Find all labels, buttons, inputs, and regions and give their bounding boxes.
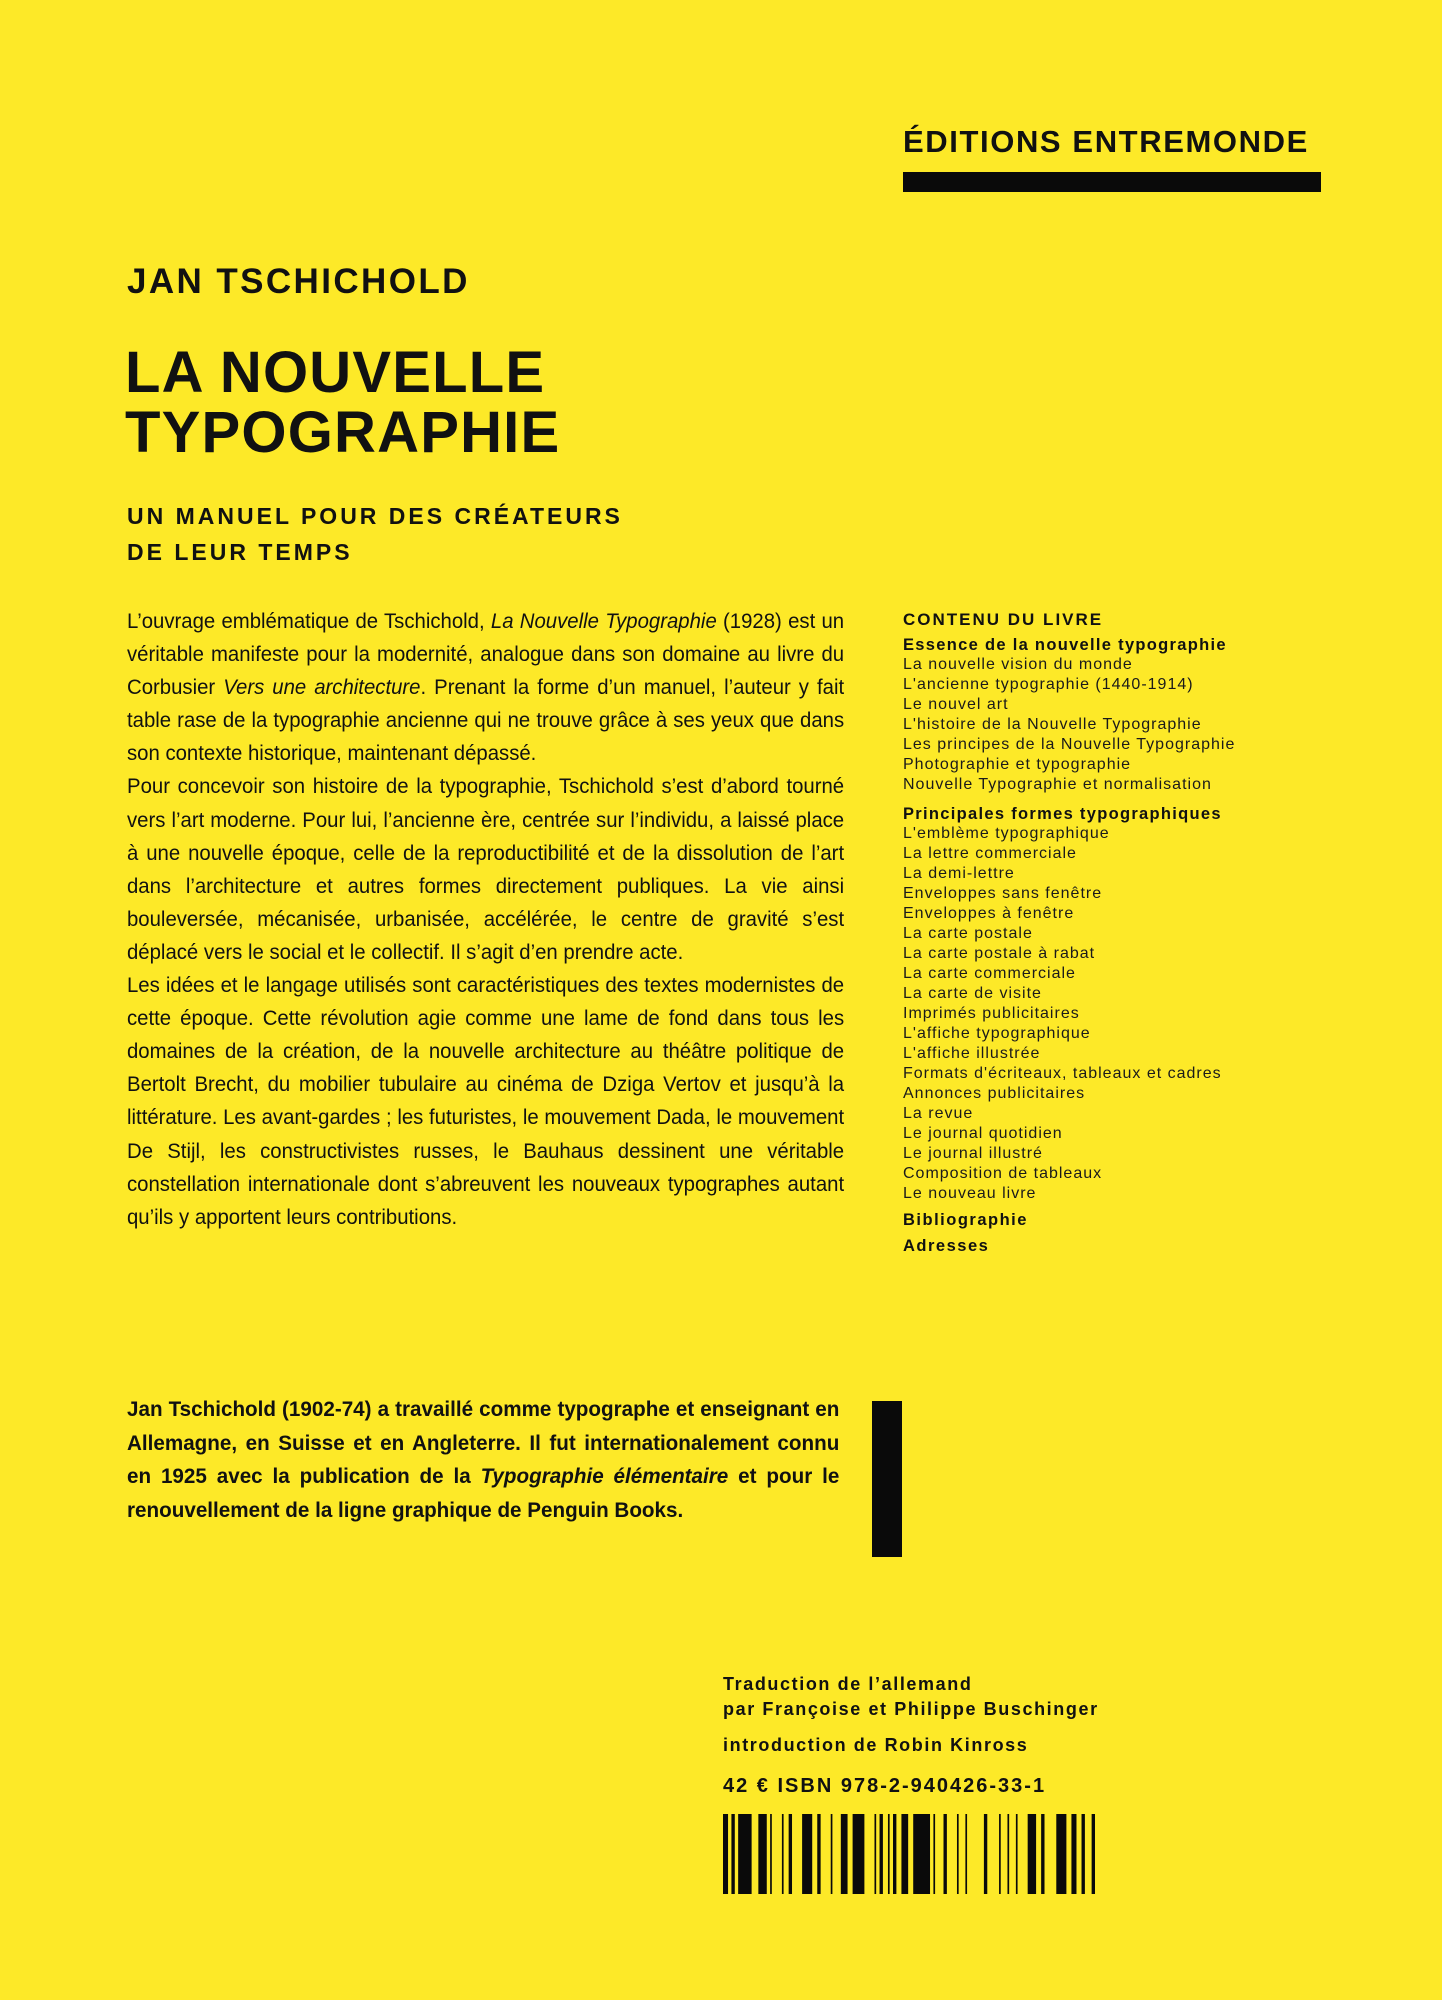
italic-title: Vers une architecture (223, 676, 421, 700)
contents-item: L'affiche typographique (903, 1025, 1091, 1042)
barcode-bar (874, 1814, 876, 1894)
barcode-bar (1056, 1814, 1066, 1894)
book-title (125, 340, 561, 465)
text-run: L’ouvrage emblématique de Tschichold, (127, 610, 491, 633)
barcode-bar (1041, 1814, 1044, 1894)
contents-heading: CONTENU DU LIVRE (903, 610, 1104, 629)
contents-item: La carte postale à rabat (903, 945, 1096, 962)
contents-section-title: Essence de la nouvelle typographie (903, 636, 1227, 654)
contents-item: L'ancienne typographie (1440-1914) (903, 676, 1194, 693)
text-run: et pour le renouvellement de la ligne graphique de Penguin Books. (127, 1464, 840, 1522)
contents-extra-item: Adresses (903, 1237, 990, 1255)
barcode-bar (831, 1814, 833, 1894)
contents-item: Enveloppes sans fenêtre (903, 885, 1103, 902)
author-name: JAN TSCHICHOLD (127, 262, 470, 301)
barcode-bar (888, 1814, 890, 1894)
contents-item: Les principes de la Nouvelle Typographie (903, 736, 1236, 753)
book-title-line: TYPOGRAPHIE (125, 400, 561, 465)
text-run: . Prenant la forme d’un manuel, l’auteur y fait table rase de la typographie ancienne qui ne trouve grâce à ses yeux que dans son contexte historique, maintenant dépassé. (127, 676, 845, 766)
contents-item: La lettre commerciale (903, 845, 1077, 862)
barcode-bar (1082, 1814, 1085, 1894)
introduction-credit: introduction de Robin Kinross (723, 1735, 1029, 1755)
barcode-bar (1007, 1814, 1009, 1894)
barcode-bar (738, 1814, 751, 1894)
contents-item: Photographie et typographie (903, 756, 1132, 773)
subtitle-line: DE LEUR TEMPS (127, 539, 353, 565)
description-paragraph: Pour concevoir son histoire de la typographie, Tschichold s’est d’abord tourné vers l’art moderne. Pour lui, l’ancienne ère, centrée sur l’individu, a laissé place à une nouvelle époque, celle de la reproductibilité et de la dissolution de l’art dans l’architecture et autres formes directement publiques. La vie ainsi bouleversée, mécanisée, urbanisée, accélérée, le centre de gravité s’est déplacé vers le social et le collectif. Il s’agit d’en prendre acte. (127, 775, 845, 964)
barcode-bar (789, 1814, 792, 1894)
book-description (127, 605, 844, 1234)
barcode-bar (880, 1814, 883, 1894)
barcode-bar (731, 1814, 734, 1894)
contents-item: Imprimés publicitaires (903, 1005, 1080, 1022)
barcode-bar (758, 1814, 766, 1894)
contents-item: Le nouvel art (903, 696, 1009, 713)
barcode-bar (933, 1814, 935, 1894)
translation-credit: Traduction de l’allemand (723, 1674, 973, 1694)
contents-item: La carte postale (903, 925, 1033, 942)
italic-title: La Nouvelle Typographie (490, 610, 717, 633)
contents-item: Formats d'écriteaux, tableaux et cadres (903, 1065, 1222, 1082)
contents-item: La carte commerciale (903, 965, 1076, 982)
contents-item: Le nouveau livre (903, 1185, 1037, 1202)
book-title-line: LA NOUVELLE (125, 340, 546, 405)
contents-item: L'histoire de la Nouvelle Typographie (903, 716, 1202, 733)
text-run: Jan Tschichold (1902-74) a travaillé comme typographe et enseignant en Allemagne, en Suisse et en Angleterre. Il fut internationalement connu en 1925 avec la publication de la (127, 1397, 840, 1488)
contents-item: Nouvelle Typographie et normalisation (903, 776, 1212, 793)
publisher-underline-bar (903, 172, 1321, 192)
vertical-accent-bar (872, 1401, 902, 1557)
barcode-bar (1071, 1814, 1076, 1894)
contents-section-title: Principales formes typographiques (903, 805, 1222, 823)
contents-item: L'affiche illustrée (903, 1045, 1041, 1062)
barcode-bar (965, 1814, 967, 1894)
contents-item: L'emblème typographique (903, 825, 1110, 842)
italic-title: Typographie élémentaire (480, 1464, 729, 1488)
barcode-bar (913, 1814, 930, 1894)
spacer (903, 795, 1303, 800)
contents-item: La carte de visite (903, 985, 1042, 1002)
contents-extra-item: Bibliographie (903, 1211, 1028, 1229)
barcode-bar (853, 1814, 865, 1894)
barcode-bar (802, 1814, 812, 1894)
contents-sections (903, 635, 1303, 1204)
book-subtitle (127, 498, 623, 570)
barcode (723, 1814, 1095, 1894)
barcode-bar (782, 1814, 784, 1894)
contents-item: La nouvelle vision du monde (903, 656, 1133, 673)
barcode-bar (957, 1814, 959, 1894)
description-paragraph: Les idées et le langage utilisés sont caractéristiques des textes modernistes de cette époque. Cette révolution agie comme une lame de fond dans tous les domaines de la création, de la nouvelle architecture au théâtre politique de Bertolt Brecht, du mobilier tubulaire au cinéma de Dziga Vertov et jusqu’à la littérature. Les avant-gardes ; les futuristes, le mouvement Dada, le mouvement De Stijl, les constructivistes russes, le Bauhaus dessinent une véritable constellation internationale dont s’abreuvent les nouveaux typographes autant qu’ils y apportent leurs contributions. (127, 974, 845, 1229)
barcode-bar (893, 1814, 896, 1894)
barcode-bar (723, 1814, 728, 1894)
barcode-bar (944, 1814, 947, 1894)
publisher-name: ÉDITIONS ENTREMONDE (903, 124, 1309, 159)
barcode-bar (1028, 1814, 1036, 1894)
contents-item: Annonces publicitaires (903, 1085, 1086, 1102)
barcode-bar (817, 1814, 820, 1894)
translation-credit: par Françoise et Philippe Buschinger (723, 1699, 1099, 1719)
contents-item: La demi-lettre (903, 865, 1015, 882)
barcode-bar (1016, 1814, 1018, 1894)
barcode-bar (841, 1814, 848, 1894)
price-isbn: 42 € ISBN 978-2-940426-33-1 (723, 1775, 1047, 1797)
contents-item: La revue (903, 1105, 974, 1122)
credits (723, 1672, 1143, 1799)
contents-item: Enveloppes à fenêtre (903, 905, 1075, 922)
barcode-bar (901, 1814, 908, 1894)
barcode-bar (770, 1814, 772, 1894)
table-of-contents (903, 609, 1303, 1256)
barcode-bar (999, 1814, 1001, 1894)
contents-extra (903, 1210, 1303, 1256)
subtitle-line: UN MANUEL POUR DES CRÉATEURS (127, 503, 623, 529)
contents-item: Composition de tableaux (903, 1165, 1103, 1182)
description-paragraph (127, 605, 844, 770)
text-run: (1928) est un véritable manifeste pour la modernité, analogue dans son domaine au livre du Corbusier (127, 610, 845, 700)
barcode-bar (984, 1814, 987, 1894)
author-bio (127, 1393, 839, 1527)
contents-item: Le journal quotidien (903, 1125, 1063, 1142)
contents-item: Le journal illustré (903, 1145, 1043, 1162)
barcode-bar (1092, 1814, 1095, 1894)
publisher-logo (903, 124, 1323, 192)
